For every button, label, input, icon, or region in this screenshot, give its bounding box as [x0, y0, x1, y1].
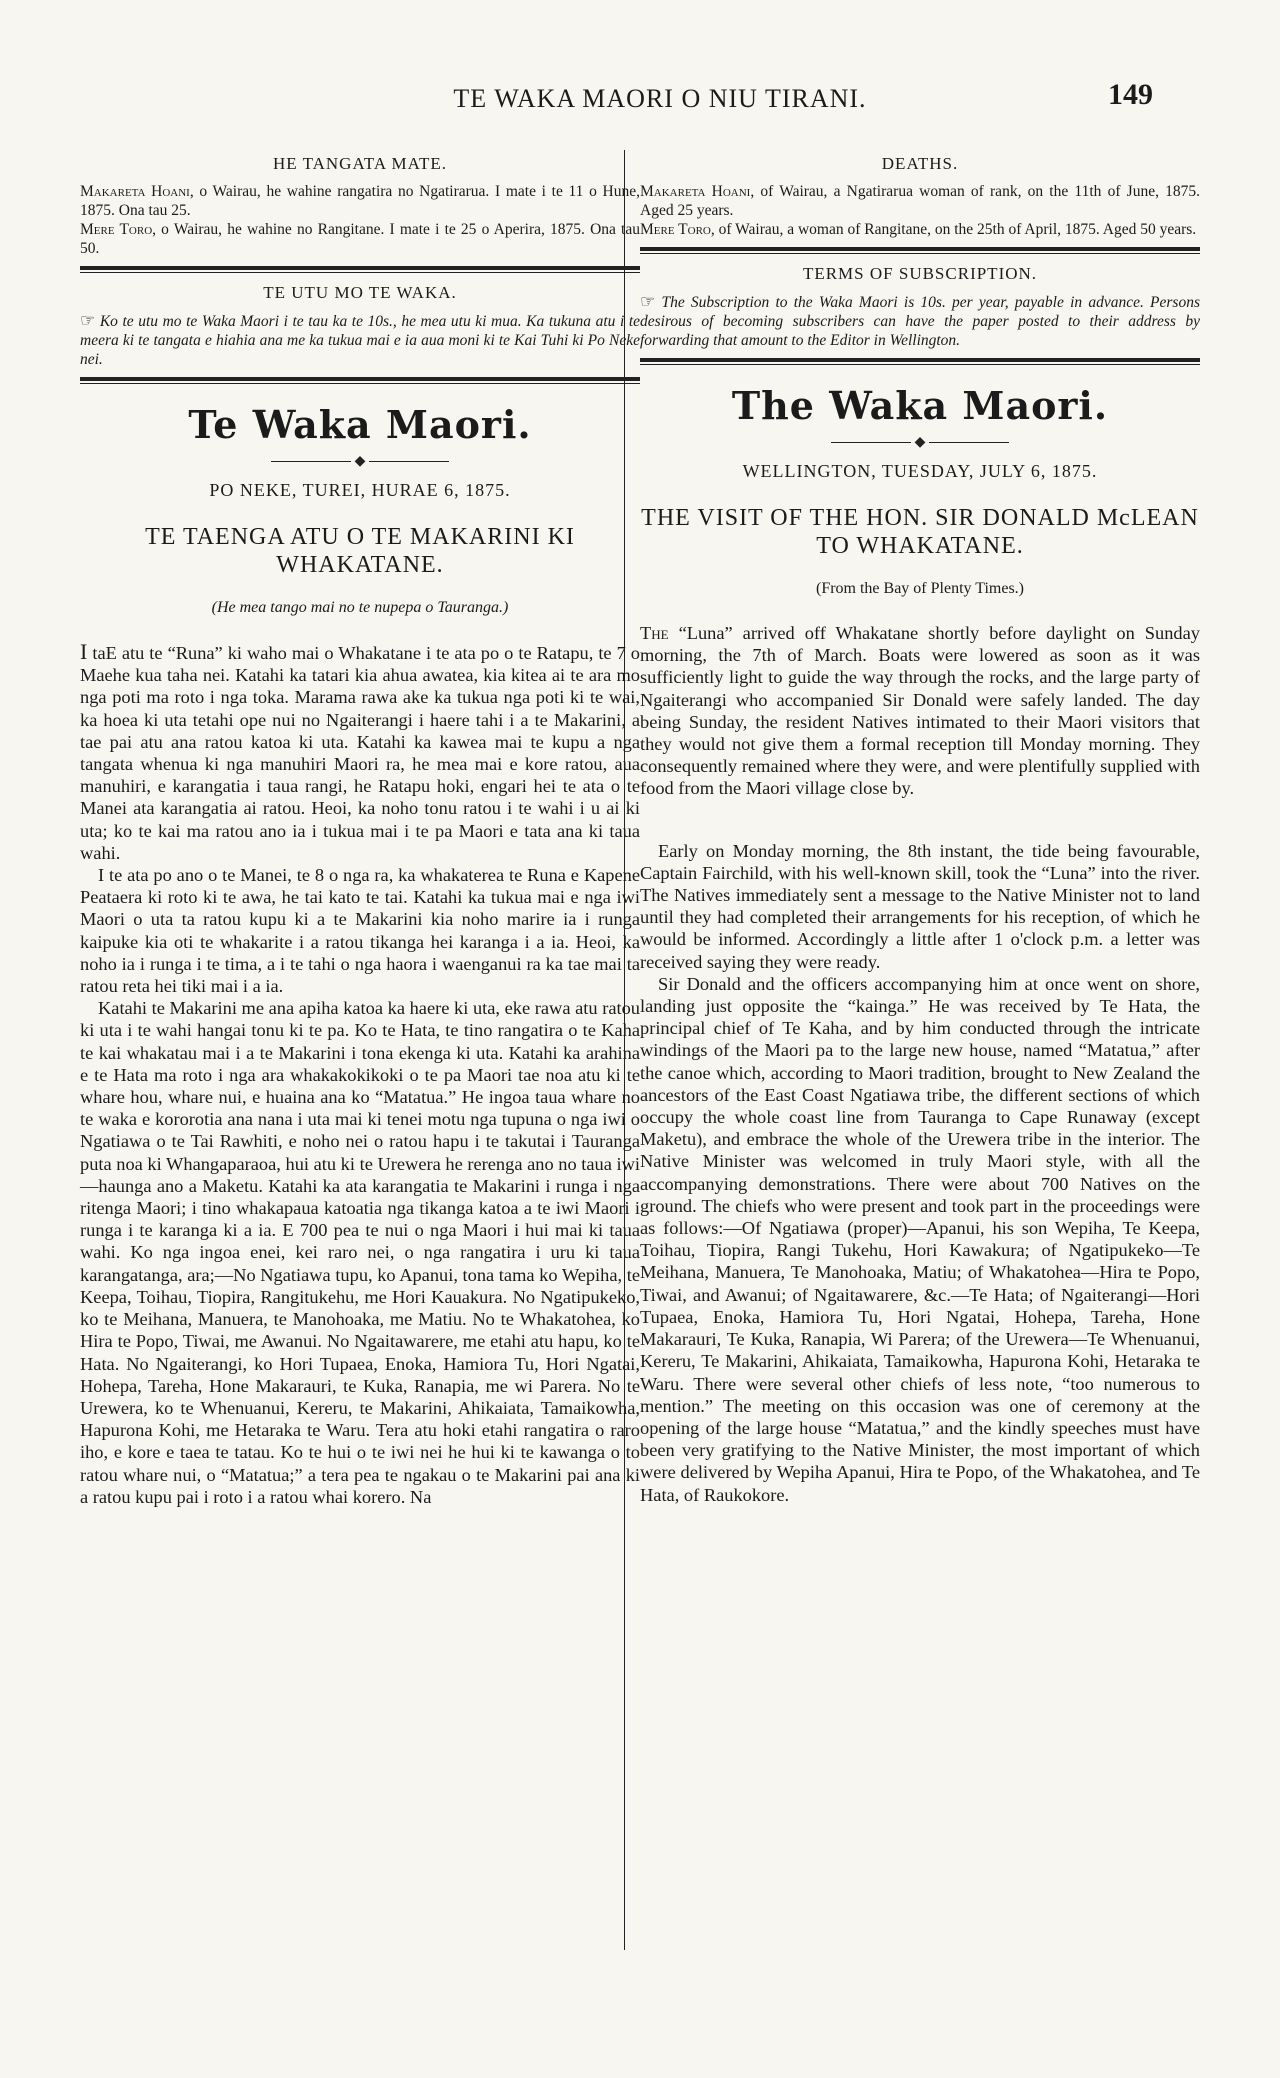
deaths-title-maori: HE TANGATA MATE.	[273, 154, 447, 173]
section-rule	[640, 247, 1200, 251]
masthead-english: The Waka Maori.	[731, 383, 1109, 428]
section-rule	[80, 377, 640, 381]
source-maori: (He mea tango mai no te nupepa o Tauranga.)	[211, 599, 509, 616]
death-notice: Makareta Hoani, o Wairau, he wahine rangatira no Ngatirarua. I mate i te 11 o Hune, 1875. Ona tau 25.	[80, 183, 641, 219]
dateline-english: WELLINGTON, TUESDAY, JULY 6, 1875.	[742, 461, 1098, 481]
subscription-title-maori: TE UTU MO TE WAKA.	[263, 283, 457, 302]
deaths-notices-english	[640, 182, 1200, 239]
subscription-title-english: TERMS OF SUBSCRIPTION.	[802, 264, 1038, 283]
paragraph: The “Luna” arrived off Whakatane shortly before daylight on Sunday morning, the 7th of March. Boats were lowered as soon as it was sufficiently light to guide the way through the rocks, and the large party of Ngaiterangi who accompanied Sir Donald were safely landed. The day being Sunday, the resident Natives intimated to their Maori visitors that they would not give them a formal reception till Monday morning. They consequently remained where they were, and were plentifully supplied with food from the Maori village close by.	[640, 623, 1200, 799]
masthead-maori: Te Waka Maori.	[188, 402, 532, 447]
dateline-maori: PO NEKE, TUREI, HURAE 6, 1875.	[209, 480, 511, 500]
drop-cap: I	[80, 639, 88, 664]
section-rule	[640, 253, 1200, 254]
headline-maori: TE TAENGA ATU O TE MAKARINI KI WHAKATANE.	[145, 524, 575, 578]
page-number: 149	[1108, 78, 1153, 111]
article-body-english	[640, 622, 1200, 1506]
english-column	[640, 150, 1200, 1506]
maori-column	[80, 150, 640, 1508]
pointing-hand-icon: ☞	[80, 311, 96, 330]
paragraph: Katahi te Makarini me ana apiha katoa ka haere ki uta, eke rawa atu ratou ki uta i te wahi hangai tonu ki te pa. Ko te Hata, te tino rangatira o te Kaha te kai whakatau mai i a te Makarini i tona ekenga ki uta. Katahi ka arahina e te Hata ma roto i nga ara whakakokikoki o te pa Maori tae noa atu ki te whare hou, whare nui, e huaina ana ko “Matatua.” He ingoa taua whare no te waka e kororotia ana nana i uta mai ki tenei motu nga tupuna o nga iwi o Ngatiawa o te Tai Rawhiti, e noho nei o ratou hapu i te takutai i Tauranga puta noa ki Whangaparaoa, hui atu ki te Urewera he rerenga ano no taua iwi—haunga ano a Maketu. Katahi ka ata karangatia te Makarini i runga i nga ritenga Maori; i tino whakapaua katoatia nga tikanga katoa a te iwi Maori i runga i te karanga ki a ia. E 700 pea te nui o nga Maori i hui mai ki taua wahi. Ko nga ingoa enei, kei raro nei, o nga rangatira i uru ki taua karangatanga, ara;—No Ngatiawa tupu, ko Apanui, tona tama ko Wepiha, te Keepa, Toihau, Tiopira, Rangitukehu, me Hori Kauakura. No Ngatipukeko, ko te Meihana, Manuera, te Manohoaka, me Matiu. No te Whakatohea, ko Hira te Popo, Tiwai, me Awanui. No Ngaitawarere, me etahi atu hapu, ko te Hata. No Ngaiterangi, ko Hori Tupaea, Enoka, Hamiora Tu, Hori Ngatai, Hohepa, Tareha, Hone Makarauri, te Kuka, Ranapia, me wi Parera. No te Urewera, ko te Whenuanui, Kereru, te Makarini, Ahikaiata, Tamaikowha, Hapurona Kohi, me Hetaraka te Waru. Tera atu hoki etahi rangatira o raro iho, e kore e taea te tatau. Ko te hui o te iwi nei he hui ki te kawanga o to ratou whare nui, o “Matatua;” a tera pea te ngakau o te Makarini pai ana ki a ratou kupu pai i roto i a ratou whai korero. Na	[80, 998, 640, 1507]
paragraph: Sir Donald and the officers accompanying him at once went on shore, landing just opposite the “kainga.” He was received by Te Hata, the principal chief of Te Kaha, and by him conducted through the intricate windings of the Maori pa to the large new house, named “Matatua,” after the canoe which, according to Maori tradition, brought to New Zealand the ancestors of the East Coast Ngatiawa tribe, the different sections of which occupy the whole coast line from Tauranga to Cape Runaway (except Maketu), and embrace the whole of the Urewera tribe in the interior. The Native Minister was welcomed in truly Maori style, with all the accompanying demonstrations. There were about 700 Natives on the ground. The chiefs who were present and took part in the proceedings were as follows:—Of Ngatiawa (proper)—Apanui, his son Wepiha, Te Keepa, Toihau, Tiopira, Rangi Tukehu, Hori Kawakura; of Ngatipukeko—Te Meihana, Manuera, Te Manohoaka, Matiu; of Whakatohea—Hira te Popo, Tiwai, and Awanui; of Ngaitawarere, &c.—Te Hata; of Ngaiterangi—Hori Tupaea, Enoka, Hamiora Tu, Hori Ngatai, Hohepa, Tareha, Hone Makarauri, Te Kuka, Ranapia, Wi Parera; of the Urewera—Te Whenuanui, Kereru, Te Makarini, Ahikaiata, Tamaikowha, Hapurona Kohi, Hetaraka te Waru. There were several other chiefs of less note, “too numerous to mention.” The meeting on this occasion was one of ceremony at the opening of the large house “Matatua,” and the kindly speeches must have been very gratifying to the Native Minister, the most important of which were delivered by Wepiha Apanui, Hira te Popo, of the Whakatohea, and Te Hata, of Raukokore.	[640, 973, 1200, 1505]
section-rule	[640, 364, 1200, 365]
running-title: TE WAKA MAORI O NIU TIRANI.	[453, 84, 867, 113]
death-name: Mere Toro	[640, 221, 711, 238]
paragraph: Early on Monday morning, the 8th instant, the tide being favourable, Captain Fairchild, with his well-known skill, took the “Luna” into the river. The Natives immediately sent a message to the Native Minister not to land until they had completed their arrangements for his reception, of which he would be informed. Accordingly a little after 1 o'clock p.m. a letter was received saying they were ready.	[640, 840, 1200, 972]
death-notice: Mere Toro, of Wairau, a woman of Rangitane, on the 25th of April, 1875. Aged 50 years.	[640, 221, 1197, 238]
deaths-notices-maori	[80, 182, 640, 258]
death-name: Makareta Hoani	[80, 183, 190, 200]
deaths-title-english: DEATHS.	[881, 154, 959, 173]
paragraph: I te ata po ano o te Manei, te 8 o nga ra, ka whakaterea te Runa e Kapene Peataera ki roto ki te awa, he tai kato te tai. Katahi ka tukua mai e nga iwi Maori o uta ta ratou kupu ki a te Makarini kia noho marire ia i runga kaipuke kia oti te whakarite i a ratou tikanga hei karanga i a ia. Heoi, ka noho ia i runga i te tima, a i te tahi o nga haora i waenganui ra ka tae mai ta ratou reta hei tiki mai i a ia.	[80, 865, 640, 997]
subscription-text-maori: ☞ Ko te utu mo te Waka Maori i te tau ka te 10s., he mea utu ki mua. Ka tukuna atu i te meera ki te tangata e hiahia ana me ka tukua mai e ia aua moni ki te Kai Tuhi ki Po Neke nei.	[80, 311, 640, 368]
section-rule	[640, 358, 1200, 362]
ornament: ◆	[640, 434, 1200, 451]
death-notice: Mere Toro, o Wairau, he wahine no Rangitane. I mate i te 25 o Aperira, 1875. Ona tau 50.	[80, 221, 640, 257]
death-name: Makareta Hoani	[640, 183, 751, 200]
death-notice: Makareta Hoani, of Wairau, a Ngatirarua woman of rank, on the 11th of June, 1875. Aged 25 years.	[640, 183, 1201, 219]
death-name: Mere Toro	[80, 221, 153, 238]
section-rule	[80, 383, 640, 384]
headline-english: THE VISIT OF THE HON. SIR DONALD McLEAN TO WHAKATANE.	[641, 505, 1199, 559]
paragraph: I taE atu te “Runa” ki waho mai o Whakatane i te ata po o te Ratapu, te 7 o Maehe kua taha nei. Katahi ka tatari kia ahua awatea, kia kitea ai te ara mo nga poti ma roto i nga toka. Marama rawa ake ka tukua nga poti ki te wai, ka hoea ki uta tetahi ope nui no Ngaiterangi i haere tahi i a te Makarini, a tae pai atu ana ratou katoa ki uta. Katahi ka kawea mai te kupu a nga tangata whenua ki nga manuhiri Maori ra, he mea mai e kore ratou, aua manuhiri, e karangatia i taua rangi, he Ratapu hoki, engari hei te ata o te Manei ata karangatia ai ratou. Heoi, ka noho tonu ratou i te wahi i u ai ki uta; ko te kai ma ratou ano ia i tukua mai i te pa Maori e tata ana ki taua wahi.	[80, 639, 640, 863]
subscription-text-english: ☞ The Subscription to the Waka Maori is 10s. per year, payable in advance. Persons desirous of becoming subscribers can have the paper posted to their address by forwarding that amount to the Editor in Wellington.	[640, 292, 1200, 349]
source-english: (From the Bay of Plenty Times.)	[815, 580, 1024, 597]
ornament: ◆	[80, 453, 640, 470]
pointing-hand-icon: ☞	[640, 292, 656, 311]
section-rule	[80, 272, 640, 273]
section-rule	[80, 266, 640, 270]
article-body-maori	[80, 641, 640, 1508]
drop-cap: The	[640, 623, 669, 643]
